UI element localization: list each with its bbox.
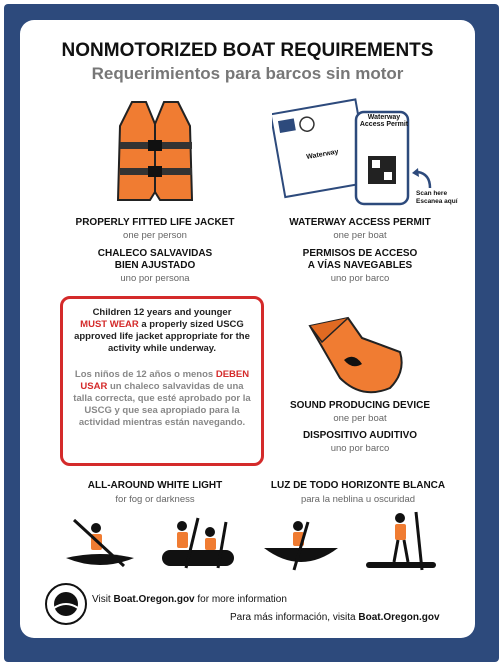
children-text-en: Children 12 years and younger MUST WEAR a properly sized USCG approved life jacket appropriate for the activity while underway. xyxy=(74,307,250,354)
sound-sub: one per boat xyxy=(333,413,387,424)
raft-icon xyxy=(158,512,238,574)
canoe-icon xyxy=(260,512,342,574)
footer-link-en[interactable]: Boat.Oregon.gov xyxy=(113,594,195,605)
permit-sub: one per boat xyxy=(333,230,387,241)
permit-phone-title: Waterway Access Permit xyxy=(359,114,409,128)
sound-label-es: DISPOSITIVO AUDITIVO xyxy=(302,430,418,441)
page-title: NONMOTORIZED BOAT REQUIREMENTS xyxy=(61,40,434,61)
sound-sub-es: uno por barco xyxy=(330,443,390,454)
light-sub-es: para la neblina u oscuridad xyxy=(300,494,416,505)
marine-board-logo xyxy=(44,582,88,626)
permit-label-es-1: PERMISOS DE ACCESO xyxy=(302,248,418,259)
scan-here-label: Scan here Escanea aquí xyxy=(416,190,458,205)
paddleboard-icon xyxy=(360,508,442,574)
life-jacket-sub: one per person xyxy=(123,230,187,241)
permit-label: WATERWAY ACCESS PERMIT xyxy=(289,217,431,228)
life-jacket-label-es-2: BIEN AJUSTADO xyxy=(114,260,196,271)
life-jacket-label-es-1: CHALECO SALVAVIDAS xyxy=(97,248,213,259)
sound-label: SOUND PRODUCING DEVICE xyxy=(289,400,430,411)
light-label-es: LUZ DE TODO HORIZONTE BLANCA xyxy=(270,480,446,491)
whistle-icon xyxy=(302,308,412,398)
footer-es: Para más información, visita Boat.Oregon.gov xyxy=(230,612,440,623)
life-jacket-label: PROPERLY FITTED LIFE JACKET xyxy=(75,217,235,228)
footer-link-es[interactable]: Boat.Oregon.gov xyxy=(358,612,440,623)
light-label: ALL-AROUND WHITE LIGHT xyxy=(87,480,223,491)
permit-label-es-2: A VÍAS NAVEGABLES xyxy=(307,260,413,271)
permit-sub-es: uno por barco xyxy=(330,273,390,284)
life-jacket-sub-es: uno por persona xyxy=(120,273,190,284)
permit-card-title: Waterway xyxy=(305,148,340,162)
footer-en: Visit Boat.Oregon.gov for more information xyxy=(92,594,287,605)
children-warning-box xyxy=(60,296,264,466)
poster-card xyxy=(20,20,475,638)
light-sub: for fog or darkness xyxy=(115,494,195,505)
kayak-icon xyxy=(62,512,137,574)
page-subtitle: Requerimientos para barcos sin motor xyxy=(91,64,404,83)
life-jacket-icon xyxy=(110,96,200,206)
children-text-es: Los niños de 12 años o menos DEBEN USAR un chaleco salvavidas de una talla correcta, que esté aprobado por la USCG y que sea apropiado para la actividad mientras están navegando. xyxy=(73,369,251,428)
